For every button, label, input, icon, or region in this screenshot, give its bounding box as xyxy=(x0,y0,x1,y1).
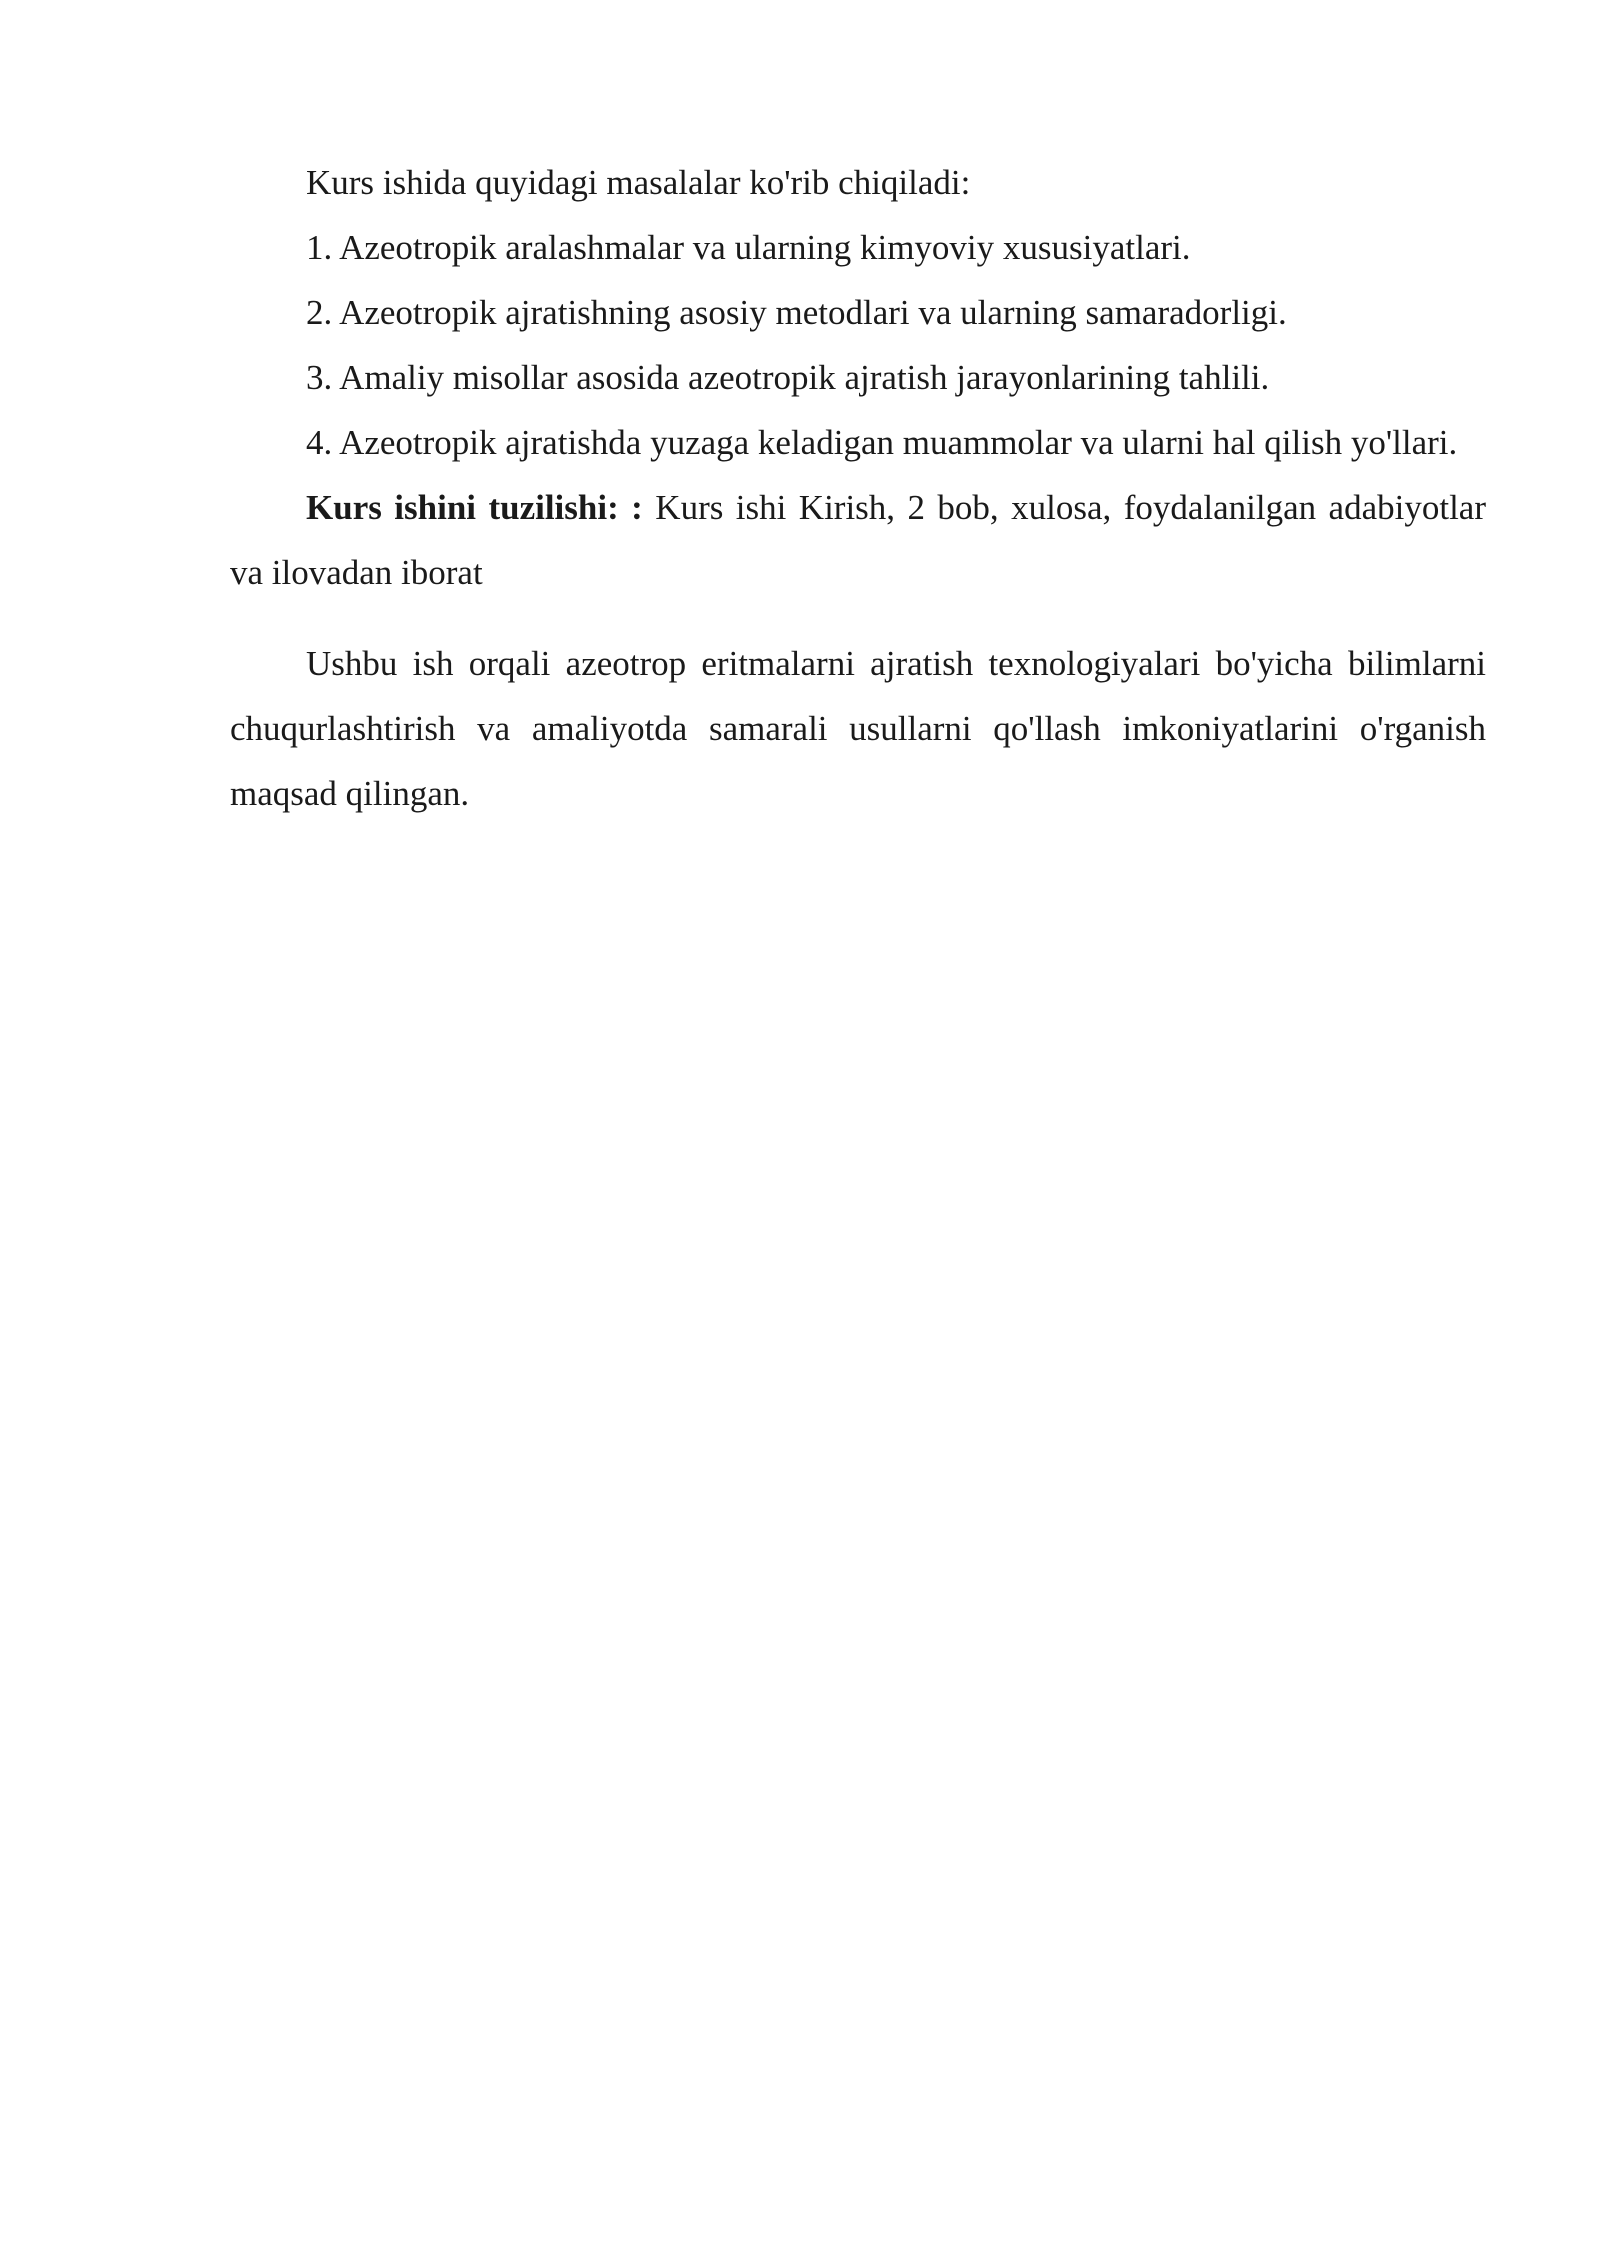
structure-paragraph xyxy=(230,475,1486,605)
list-item: 3. Amaliy misollar asosida azeotropik ajratish jarayonlarining tahlili. xyxy=(306,358,1270,397)
structure-text: Kurs ishi Kirish, 2 bob, xulosa, foydalanilgan adabiyotlar va ilovadan iborat xyxy=(230,488,1486,592)
list-item: 1. Azeotropik aralashmalar va ularning kimyoviy xususiyatlari. xyxy=(306,228,1191,267)
document-body xyxy=(230,150,1486,826)
list-item: 4. Azeotropik ajratishda yuzaga keladigan muammolar va ularni hal qilish yo'llari. xyxy=(306,423,1458,462)
structure-label: Kurs ishini tuzilishi: : xyxy=(306,488,643,527)
conclusion-paragraph: Ushbu ish orqali azeotrop eritmalarni ajratish texnologiyalari bo'yicha bilimlarni chuqurlashtirish va amaliyotda samarali usullarni qo'llash imkoniyatlarini o'rganish maqsad qilingan. xyxy=(230,644,1486,813)
intro-paragraph: Kurs ishida quyidagi masalalar ko'rib chiqiladi: xyxy=(306,163,971,202)
list-item: 2. Azeotropik ajratishning asosiy metodlari va ularning samaradorligi. xyxy=(306,293,1287,332)
